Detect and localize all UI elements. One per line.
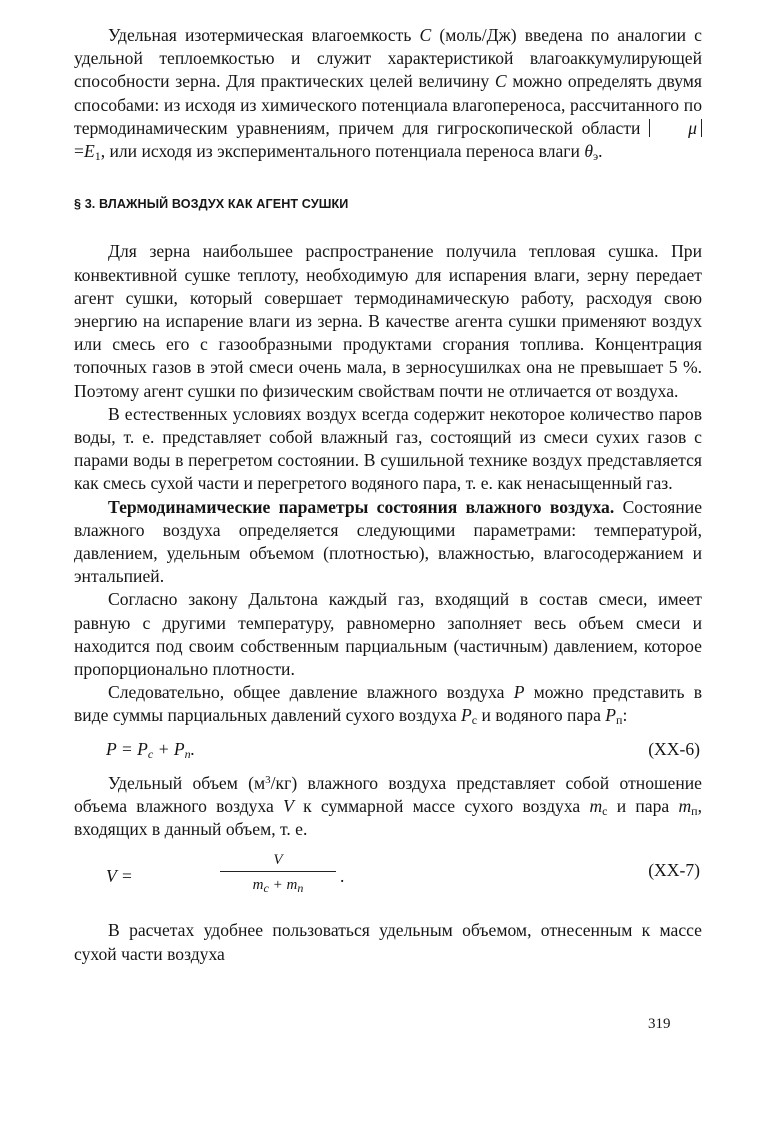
symbol-c: C — [419, 25, 432, 45]
paragraph-drying: Для зерна наибольшее распространение получила тепловая сушка. При конвективной сушке теплоту, необходимую для испарения влаги, зерну передает агент сушки, который совершает термодинамическую работу, расходуя свою энергию на испарение влаги из зерна. В качестве агента сушки применяют воздух или смесь его с газообразными продуктами сгорания топлива. Концентрация топочных газов в этой смеси очень мала, в зерносушилках она не превышает 5 %. Поэтому агент сушки по физическим свойствам почти не отличается от воздуха. — [74, 241, 702, 401]
paragraph-specific-volume: Удельный объем $(м^3/кг)$ влажного воздуха представляет собой отношение объема влажного воздуха V к суммарной массе сухого воздуха $m_с$ и пара $m_п$, входящих в данный объем, т. е. — [74, 772, 702, 840]
page-content — [74, 24, 702, 966]
paragraph-total-pressure: Следовательно, общее давление влажного воздуха P можно представить в виде суммы парциальных давлений сухого воздуха $P_с$ и водяного пара $P_п$: — [74, 682, 703, 728]
paragraph-intro: Удельная изотермическая влагоемкость C (моль/Дж) введена по аналогии с удельной теплоемкостью и служит характеристикой влагоаккумулирующей способности зерна. Для практических целей величину C можно определять двумя способами: из исходя из химического потенциала влагопереноса, рассчитанного по термодинамическим уравнениям, причем для гигроскопической области $\mu =E_1$, или исходя из экспериментального потенциала переноса влаги $\theta_э$. — [74, 25, 702, 164]
equation-xx-6: $P = P_с + P_п$. (XX-6) — [106, 738, 700, 761]
equation-number-xx-7: (XX-7) — [648, 860, 700, 881]
fraction: V $m_с + m_п$ — [220, 849, 336, 896]
section-heading: § 3. ВЛАЖНЫЙ ВОЗДУХ КАК АГЕНТ СУШКИ — [74, 197, 349, 212]
paragraph-parameters: Термодинамические параметры состояния влажного воздуха. Состояние влажного воздуха определяется следующими параметрами: температурой, давлением, удельным объемом (плотностью), влажностью, влагосодержанием и энтальпией. — [74, 496, 703, 587]
equation-xx-7: V = V $m_с + m_п$ . (XX-7) — [74, 849, 702, 907]
page-number: 319 — [648, 1016, 671, 1032]
paragraph-natural-conditions: В естественных условиях воздух всегда содержит некоторое количество паров воды, т. е. представляет собой влажный газ, состоящий из смеси сухих газов с парами воды в перегретом состоянии. В сушильной технике воздух представляется как смесь сухой части и перегретого водяного пара, т. е. как ненасыщенный газ. — [74, 403, 702, 494]
paragraph-calculations: В расчетах удобнее пользоваться удельным объемом, отнесенным к массе сухой части воздуха — [74, 920, 702, 964]
abs-mu: μ — [649, 119, 702, 137]
parameters-heading: Термодинамические параметры состояния влажного воздуха. — [108, 496, 615, 517]
equation-number-xx-6: (XX-6) — [648, 738, 700, 759]
paragraph-dalton: Согласно закону Дальтона каждый газ, входящий в состав смеси, имеет равную с другими температуру, равномерно заполняет весь объем смеси и находится под своим собственным парциальным (частичным) давлением, которое пропорционально плотности. — [74, 589, 702, 680]
